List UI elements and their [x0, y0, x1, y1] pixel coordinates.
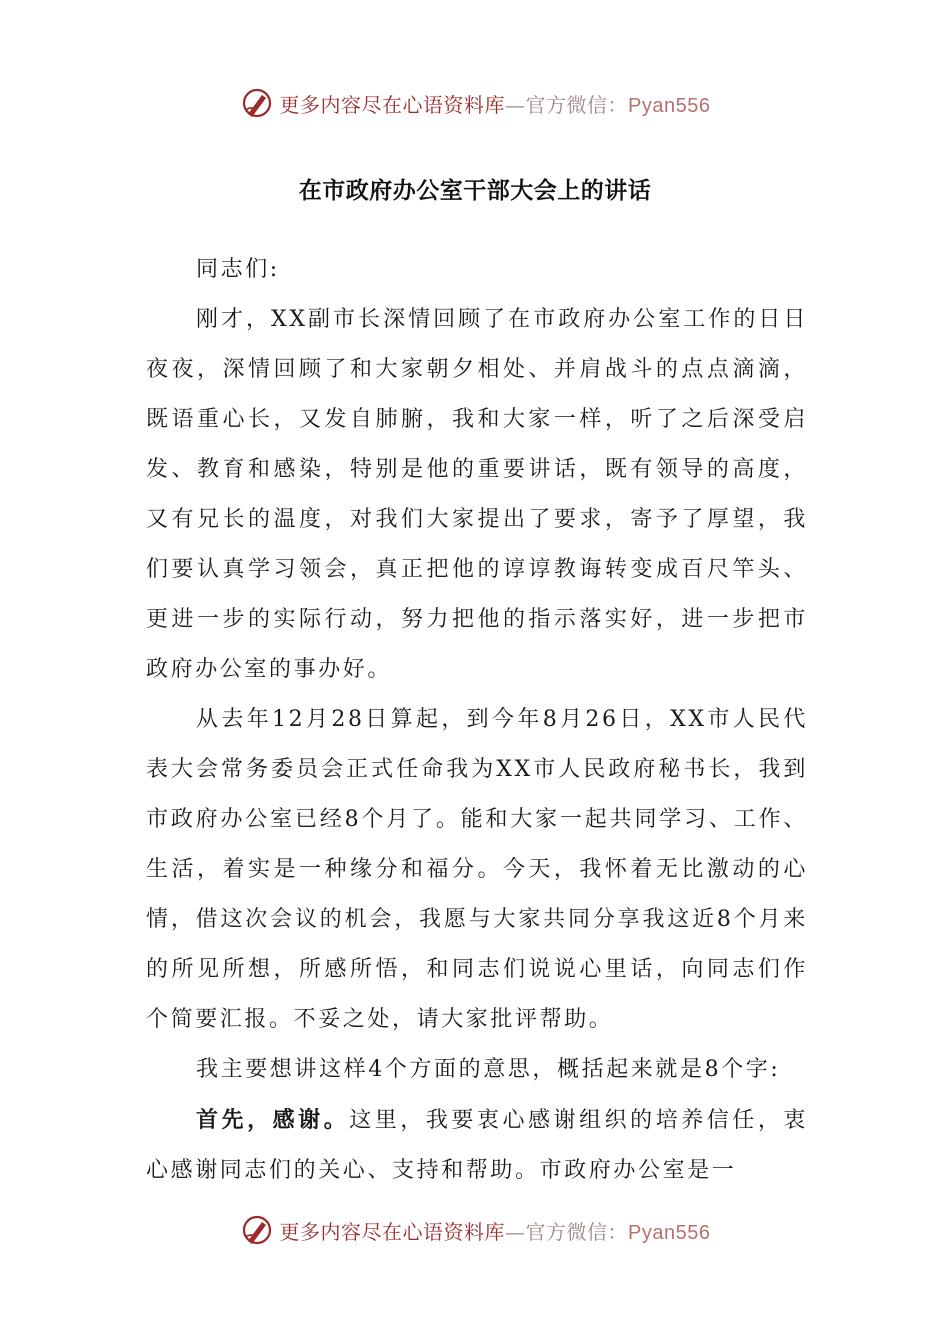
greeting: 同志们:: [196, 257, 280, 282]
banner-main-text: 更多内容尽在心语资料库: [279, 92, 506, 117]
banner-handle: Pyan556: [628, 94, 711, 117]
header-watermark-banner: [0, 83, 950, 123]
pen-circle-icon: [240, 86, 274, 120]
banner-text: [280, 1216, 711, 1245]
pen-circle-icon: [240, 1213, 274, 1247]
paragraph: 从去年12月28日算起，到今年8月26日，XX市人民代表大会常务委员会正式任命我为XX市人民政府秘书长，我到市政府办公室已经8个月了。能和大家一起共同学习、工作、生活，着实是一种缘分和福分。今天，我怀着无比激动的心情，借这次会议的机会，我愿与大家共同分享我这近8个月来的所见所想，所感所悟，和同志们说说心里话，向同志们作个简要汇报。不妥之处，请大家批评帮助。: [146, 707, 808, 1032]
paragraph: 我主要想讲这样4个方面的意思，概括起来就是8个字:: [196, 1057, 781, 1082]
section-heading: 首先，感谢。: [196, 1107, 350, 1133]
banner-handle: Pyan556: [628, 1221, 711, 1244]
banner-sub-text: —官方微信：: [505, 92, 629, 117]
banner-main-text: 更多内容尽在心语资料库: [279, 1219, 506, 1244]
banner-text: [280, 89, 711, 118]
paragraph: 刚才，XX副市长深情回顾了在市政府办公室工作的日日夜夜，深情回顾了和大家朝夕相处、并肩战斗的点点滴滴，既语重心长，又发自肺腑，我和大家一样，听了之后深受启发、教育和感染，特别是他的重要讲话，既有领导的高度，又有兄长的温度，对我们大家提出了要求，寄予了厚望，我们要认真学习领会，真正把他的谆谆教诲转变成百尺竿头、更进一步的实际行动，努力把他的指示落实好，进一步把市政府办公室的事办好。: [146, 307, 808, 682]
document-title: 在市政府办公室干部大会上的讲话: [298, 177, 652, 204]
footer-watermark-banner: [0, 1210, 950, 1250]
paragraph-text: 这里，我要衷心感谢组织的培养信任，衷心感谢同志们的关心、支持和帮助。市政府办公室是一: [146, 1108, 808, 1183]
banner-sub-text: —官方微信：: [505, 1219, 629, 1244]
paragraph: [146, 1095, 808, 1196]
document-body: [146, 245, 808, 1196]
